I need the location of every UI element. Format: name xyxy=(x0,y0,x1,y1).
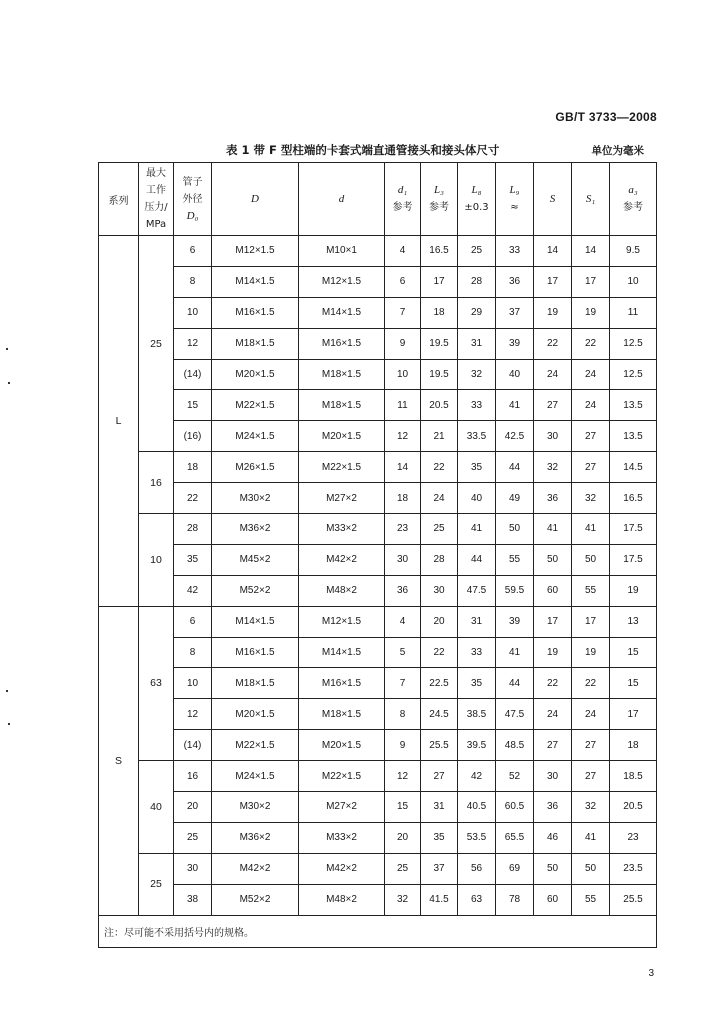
cell-tube-od: 10 xyxy=(174,297,212,328)
cell-S1: 41 xyxy=(572,514,610,545)
table-body xyxy=(99,236,657,916)
cell-thread-D: M16×1.5 xyxy=(212,297,299,328)
page-number: 3 xyxy=(648,968,654,979)
cell-thread-D: M12×1.5 xyxy=(212,236,299,267)
cell-d1: 4 xyxy=(385,606,421,637)
cell-L3: 22 xyxy=(421,452,458,483)
cell-a3: 23.5 xyxy=(610,853,657,884)
scan-mark xyxy=(8,723,10,725)
pressure-cell: 40 xyxy=(139,761,174,854)
cell-a3: 17.5 xyxy=(610,544,657,575)
cell-S1: 17 xyxy=(572,606,610,637)
cell-L9: 39 xyxy=(496,606,534,637)
series-cell: S xyxy=(99,606,139,915)
cell-a3: 15 xyxy=(610,637,657,668)
table-caption-row xyxy=(98,142,656,160)
cell-a3: 23 xyxy=(610,822,657,853)
cell-L9: 36 xyxy=(496,266,534,297)
cell-thread-d: M18×1.5 xyxy=(299,699,385,730)
cell-L3: 24.5 xyxy=(421,699,458,730)
cell-L8: 38.5 xyxy=(458,699,496,730)
cell-S: 30 xyxy=(534,761,572,792)
cell-a3: 20.5 xyxy=(610,792,657,823)
cell-d1: 9 xyxy=(385,730,421,761)
table-row xyxy=(99,266,657,297)
pressure-cell: 25 xyxy=(139,236,174,452)
cell-tube-od: 20 xyxy=(174,792,212,823)
cell-thread-D: M20×1.5 xyxy=(212,699,299,730)
cell-L8: 28 xyxy=(458,266,496,297)
cell-L9: 78 xyxy=(496,884,534,915)
cell-S: 60 xyxy=(534,884,572,915)
cell-a3: 9.5 xyxy=(610,236,657,267)
cell-thread-D: M52×2 xyxy=(212,884,299,915)
cell-L9: 44 xyxy=(496,452,534,483)
cell-thread-d: M22×1.5 xyxy=(299,761,385,792)
cell-tube-od: (16) xyxy=(174,421,212,452)
cell-S: 27 xyxy=(534,730,572,761)
cell-tube-od: 6 xyxy=(174,606,212,637)
cell-thread-D: M16×1.5 xyxy=(212,637,299,668)
cell-a3: 14.5 xyxy=(610,452,657,483)
cell-L8: 33 xyxy=(458,637,496,668)
cell-S1: 22 xyxy=(572,668,610,699)
cell-tube-od: 38 xyxy=(174,884,212,915)
cell-L9: 47.5 xyxy=(496,699,534,730)
cell-S1: 50 xyxy=(572,544,610,575)
cell-thread-D: M24×1.5 xyxy=(212,421,299,452)
cell-d1: 36 xyxy=(385,575,421,606)
cell-a3: 10 xyxy=(610,266,657,297)
cell-L8: 39.5 xyxy=(458,730,496,761)
cell-L8: 44 xyxy=(458,544,496,575)
table-row xyxy=(99,884,657,915)
cell-S: 19 xyxy=(534,297,572,328)
cell-S: 50 xyxy=(534,544,572,575)
cell-S: 17 xyxy=(534,266,572,297)
cell-thread-D: M22×1.5 xyxy=(212,730,299,761)
cell-L8: 31 xyxy=(458,606,496,637)
table-row xyxy=(99,514,657,545)
cell-L3: 28 xyxy=(421,544,458,575)
cell-S: 27 xyxy=(534,390,572,421)
cell-a3: 16.5 xyxy=(610,483,657,514)
cell-L9: 69 xyxy=(496,853,534,884)
cell-S: 60 xyxy=(534,575,572,606)
table-row xyxy=(99,483,657,514)
cell-S: 50 xyxy=(534,853,572,884)
cell-tube-od: 12 xyxy=(174,328,212,359)
cell-a3: 15 xyxy=(610,668,657,699)
header-tube-od: 管子 外径 D₀ xyxy=(174,163,212,236)
pressure-cell: 16 xyxy=(139,452,174,514)
cell-S1: 19 xyxy=(572,637,610,668)
table-row xyxy=(99,452,657,483)
cell-L3: 30 xyxy=(421,575,458,606)
header-d: d xyxy=(299,163,385,236)
cell-S1: 24 xyxy=(572,359,610,390)
cell-L3: 19.5 xyxy=(421,328,458,359)
pressure-cell: 25 xyxy=(139,853,174,915)
header-series: 系列 xyxy=(99,163,139,236)
cell-L9: 48.5 xyxy=(496,730,534,761)
cell-L9: 37 xyxy=(496,297,534,328)
table-row xyxy=(99,822,657,853)
cell-thread-d: M16×1.5 xyxy=(299,668,385,699)
table-row xyxy=(99,761,657,792)
cell-L9: 49 xyxy=(496,483,534,514)
cell-a3: 25.5 xyxy=(610,884,657,915)
cell-tube-od: 22 xyxy=(174,483,212,514)
cell-L3: 21 xyxy=(421,421,458,452)
cell-L3: 20 xyxy=(421,606,458,637)
cell-tube-od: (14) xyxy=(174,359,212,390)
cell-d1: 9 xyxy=(385,328,421,359)
cell-tube-od: 16 xyxy=(174,761,212,792)
cell-thread-D: M20×1.5 xyxy=(212,359,299,390)
cell-L3: 24 xyxy=(421,483,458,514)
table-row xyxy=(99,575,657,606)
cell-S1: 32 xyxy=(572,792,610,823)
cell-thread-d: M10×1 xyxy=(299,236,385,267)
cell-tube-od: 35 xyxy=(174,544,212,575)
cell-a3: 13.5 xyxy=(610,390,657,421)
cell-L8: 33 xyxy=(458,390,496,421)
cell-L3: 22 xyxy=(421,637,458,668)
cell-S: 46 xyxy=(534,822,572,853)
header-D: D xyxy=(212,163,299,236)
cell-L9: 59.5 xyxy=(496,575,534,606)
cell-L8: 40.5 xyxy=(458,792,496,823)
cell-d1: 20 xyxy=(385,822,421,853)
table-row xyxy=(99,606,657,637)
table-row xyxy=(99,390,657,421)
cell-L9: 39 xyxy=(496,328,534,359)
cell-d1: 25 xyxy=(385,853,421,884)
cell-thread-D: M45×2 xyxy=(212,544,299,575)
cell-S1: 50 xyxy=(572,853,610,884)
cell-L8: 40 xyxy=(458,483,496,514)
cell-L8: 63 xyxy=(458,884,496,915)
cell-thread-D: M36×2 xyxy=(212,514,299,545)
cell-thread-d: M20×1.5 xyxy=(299,421,385,452)
cell-d1: 12 xyxy=(385,421,421,452)
cell-thread-d: M18×1.5 xyxy=(299,359,385,390)
cell-thread-d: M42×2 xyxy=(299,544,385,575)
table-row xyxy=(99,668,657,699)
cell-tube-od: 15 xyxy=(174,390,212,421)
cell-S: 19 xyxy=(534,637,572,668)
cell-S1: 24 xyxy=(572,699,610,730)
cell-L3: 16.5 xyxy=(421,236,458,267)
unit-note: 单位为毫米 xyxy=(591,145,644,157)
cell-S1: 32 xyxy=(572,483,610,514)
cell-thread-d: M42×2 xyxy=(299,853,385,884)
cell-d1: 7 xyxy=(385,297,421,328)
cell-L3: 17 xyxy=(421,266,458,297)
cell-d1: 18 xyxy=(385,483,421,514)
table-row xyxy=(99,637,657,668)
cell-S1: 27 xyxy=(572,761,610,792)
table-row xyxy=(99,421,657,452)
cell-S: 30 xyxy=(534,421,572,452)
cell-thread-D: M22×1.5 xyxy=(212,390,299,421)
cell-tube-od: (14) xyxy=(174,730,212,761)
cell-d1: 4 xyxy=(385,236,421,267)
table-note-row xyxy=(99,915,657,947)
cell-thread-d: M48×2 xyxy=(299,575,385,606)
cell-S: 32 xyxy=(534,452,572,483)
table-header-row xyxy=(99,163,657,236)
standard-code: GB/T 3733—2008 xyxy=(555,110,657,124)
cell-S1: 27 xyxy=(572,421,610,452)
cell-thread-d: M14×1.5 xyxy=(299,297,385,328)
cell-L9: 44 xyxy=(496,668,534,699)
cell-tube-od: 25 xyxy=(174,822,212,853)
cell-tube-od: 8 xyxy=(174,266,212,297)
cell-a3: 19 xyxy=(610,575,657,606)
cell-S1: 55 xyxy=(572,575,610,606)
table-row xyxy=(99,792,657,823)
cell-L9: 33 xyxy=(496,236,534,267)
cell-tube-od: 8 xyxy=(174,637,212,668)
cell-d1: 14 xyxy=(385,452,421,483)
cell-S1: 17 xyxy=(572,266,610,297)
cell-S: 24 xyxy=(534,359,572,390)
series-cell: L xyxy=(99,236,139,607)
scan-mark xyxy=(8,382,10,384)
cell-L8: 41 xyxy=(458,514,496,545)
cell-S1: 19 xyxy=(572,297,610,328)
cell-d1: 10 xyxy=(385,359,421,390)
cell-S1: 14 xyxy=(572,236,610,267)
cell-L8: 35 xyxy=(458,452,496,483)
cell-d1: 15 xyxy=(385,792,421,823)
table-row xyxy=(99,328,657,359)
cell-tube-od: 28 xyxy=(174,514,212,545)
cell-S: 22 xyxy=(534,668,572,699)
cell-L9: 40 xyxy=(496,359,534,390)
cell-tube-od: 42 xyxy=(174,575,212,606)
cell-S1: 55 xyxy=(572,884,610,915)
cell-thread-D: M24×1.5 xyxy=(212,761,299,792)
header-S1: S₁ xyxy=(572,163,610,236)
cell-d1: 8 xyxy=(385,699,421,730)
cell-thread-d: M33×2 xyxy=(299,514,385,545)
cell-d1: 23 xyxy=(385,514,421,545)
header-L3: L₃ 参考 xyxy=(421,163,458,236)
cell-thread-D: M30×2 xyxy=(212,483,299,514)
cell-thread-d: M48×2 xyxy=(299,884,385,915)
cell-L8: 31 xyxy=(458,328,496,359)
cell-thread-D: M14×1.5 xyxy=(212,266,299,297)
header-d1: d₁ 参考 xyxy=(385,163,421,236)
table-note: 注：尽可能不采用括号内的规格。 xyxy=(99,915,657,947)
header-S: S xyxy=(534,163,572,236)
cell-L8: 42 xyxy=(458,761,496,792)
cell-L8: 35 xyxy=(458,668,496,699)
cell-S1: 27 xyxy=(572,730,610,761)
cell-a3: 11 xyxy=(610,297,657,328)
cell-L3: 31 xyxy=(421,792,458,823)
cell-L8: 25 xyxy=(458,236,496,267)
cell-thread-D: M14×1.5 xyxy=(212,606,299,637)
cell-thread-d: M14×1.5 xyxy=(299,637,385,668)
cell-S: 24 xyxy=(534,699,572,730)
table-row xyxy=(99,359,657,390)
cell-L8: 47.5 xyxy=(458,575,496,606)
table-title: 表 1 带 F 型柱端的卡套式端直通管接头和接头体尺寸 xyxy=(226,143,500,157)
cell-tube-od: 10 xyxy=(174,668,212,699)
cell-S1: 22 xyxy=(572,328,610,359)
cell-d1: 32 xyxy=(385,884,421,915)
cell-d1: 7 xyxy=(385,668,421,699)
cell-S: 36 xyxy=(534,792,572,823)
cell-S: 41 xyxy=(534,514,572,545)
cell-L9: 41 xyxy=(496,637,534,668)
cell-L9: 55 xyxy=(496,544,534,575)
cell-a3: 13.5 xyxy=(610,421,657,452)
cell-thread-d: M12×1.5 xyxy=(299,266,385,297)
cell-L3: 25.5 xyxy=(421,730,458,761)
cell-d1: 12 xyxy=(385,761,421,792)
cell-L8: 32 xyxy=(458,359,496,390)
pressure-cell: 10 xyxy=(139,514,174,607)
cell-L3: 35 xyxy=(421,822,458,853)
cell-thread-d: M12×1.5 xyxy=(299,606,385,637)
cell-thread-D: M18×1.5 xyxy=(212,328,299,359)
pressure-cell: 63 xyxy=(139,606,174,760)
cell-S1: 41 xyxy=(572,822,610,853)
cell-L3: 19.5 xyxy=(421,359,458,390)
table-row xyxy=(99,853,657,884)
scan-mark xyxy=(6,348,8,350)
cell-L9: 42.5 xyxy=(496,421,534,452)
cell-tube-od: 6 xyxy=(174,236,212,267)
cell-L9: 50 xyxy=(496,514,534,545)
table-row xyxy=(99,544,657,575)
cell-d1: 30 xyxy=(385,544,421,575)
cell-d1: 5 xyxy=(385,637,421,668)
cell-thread-d: M22×1.5 xyxy=(299,452,385,483)
cell-a3: 18 xyxy=(610,730,657,761)
cell-L8: 33.5 xyxy=(458,421,496,452)
cell-tube-od: 18 xyxy=(174,452,212,483)
cell-a3: 13 xyxy=(610,606,657,637)
header-L8: L₈ ±0.3 xyxy=(458,163,496,236)
cell-L8: 53.5 xyxy=(458,822,496,853)
cell-a3: 12.5 xyxy=(610,328,657,359)
cell-thread-D: M42×2 xyxy=(212,853,299,884)
cell-L3: 20.5 xyxy=(421,390,458,421)
table-row xyxy=(99,236,657,267)
cell-tube-od: 30 xyxy=(174,853,212,884)
cell-S: 36 xyxy=(534,483,572,514)
cell-L3: 37 xyxy=(421,853,458,884)
cell-L9: 60.5 xyxy=(496,792,534,823)
cell-a3: 17.5 xyxy=(610,514,657,545)
cell-a3: 12.5 xyxy=(610,359,657,390)
cell-L8: 56 xyxy=(458,853,496,884)
cell-L8: 29 xyxy=(458,297,496,328)
cell-L9: 52 xyxy=(496,761,534,792)
cell-thread-D: M18×1.5 xyxy=(212,668,299,699)
header-a3: a₃ 参考 xyxy=(610,163,657,236)
cell-thread-D: M30×2 xyxy=(212,792,299,823)
header-L9: L₉ ≈ xyxy=(496,163,534,236)
cell-thread-d: M33×2 xyxy=(299,822,385,853)
cell-L9: 41 xyxy=(496,390,534,421)
cell-thread-D: M36×2 xyxy=(212,822,299,853)
header-pressure: 最大 工作 压力/ MPa xyxy=(139,163,174,236)
cell-a3: 18.5 xyxy=(610,761,657,792)
cell-d1: 6 xyxy=(385,266,421,297)
cell-thread-d: M18×1.5 xyxy=(299,390,385,421)
cell-L3: 18 xyxy=(421,297,458,328)
cell-thread-d: M16×1.5 xyxy=(299,328,385,359)
cell-a3: 17 xyxy=(610,699,657,730)
cell-S: 17 xyxy=(534,606,572,637)
dimension-table xyxy=(98,162,657,948)
cell-thread-d: M27×2 xyxy=(299,792,385,823)
cell-S1: 24 xyxy=(572,390,610,421)
cell-thread-D: M26×1.5 xyxy=(212,452,299,483)
table-row xyxy=(99,730,657,761)
cell-thread-d: M20×1.5 xyxy=(299,730,385,761)
cell-L3: 22.5 xyxy=(421,668,458,699)
scan-mark xyxy=(6,690,8,692)
cell-tube-od: 12 xyxy=(174,699,212,730)
table-row xyxy=(99,699,657,730)
cell-S: 22 xyxy=(534,328,572,359)
cell-thread-D: M52×2 xyxy=(212,575,299,606)
cell-L9: 65.5 xyxy=(496,822,534,853)
cell-L3: 25 xyxy=(421,514,458,545)
cell-S: 14 xyxy=(534,236,572,267)
cell-thread-d: M27×2 xyxy=(299,483,385,514)
cell-L3: 27 xyxy=(421,761,458,792)
cell-d1: 11 xyxy=(385,390,421,421)
table-row xyxy=(99,297,657,328)
cell-S1: 27 xyxy=(572,452,610,483)
cell-L3: 41.5 xyxy=(421,884,458,915)
